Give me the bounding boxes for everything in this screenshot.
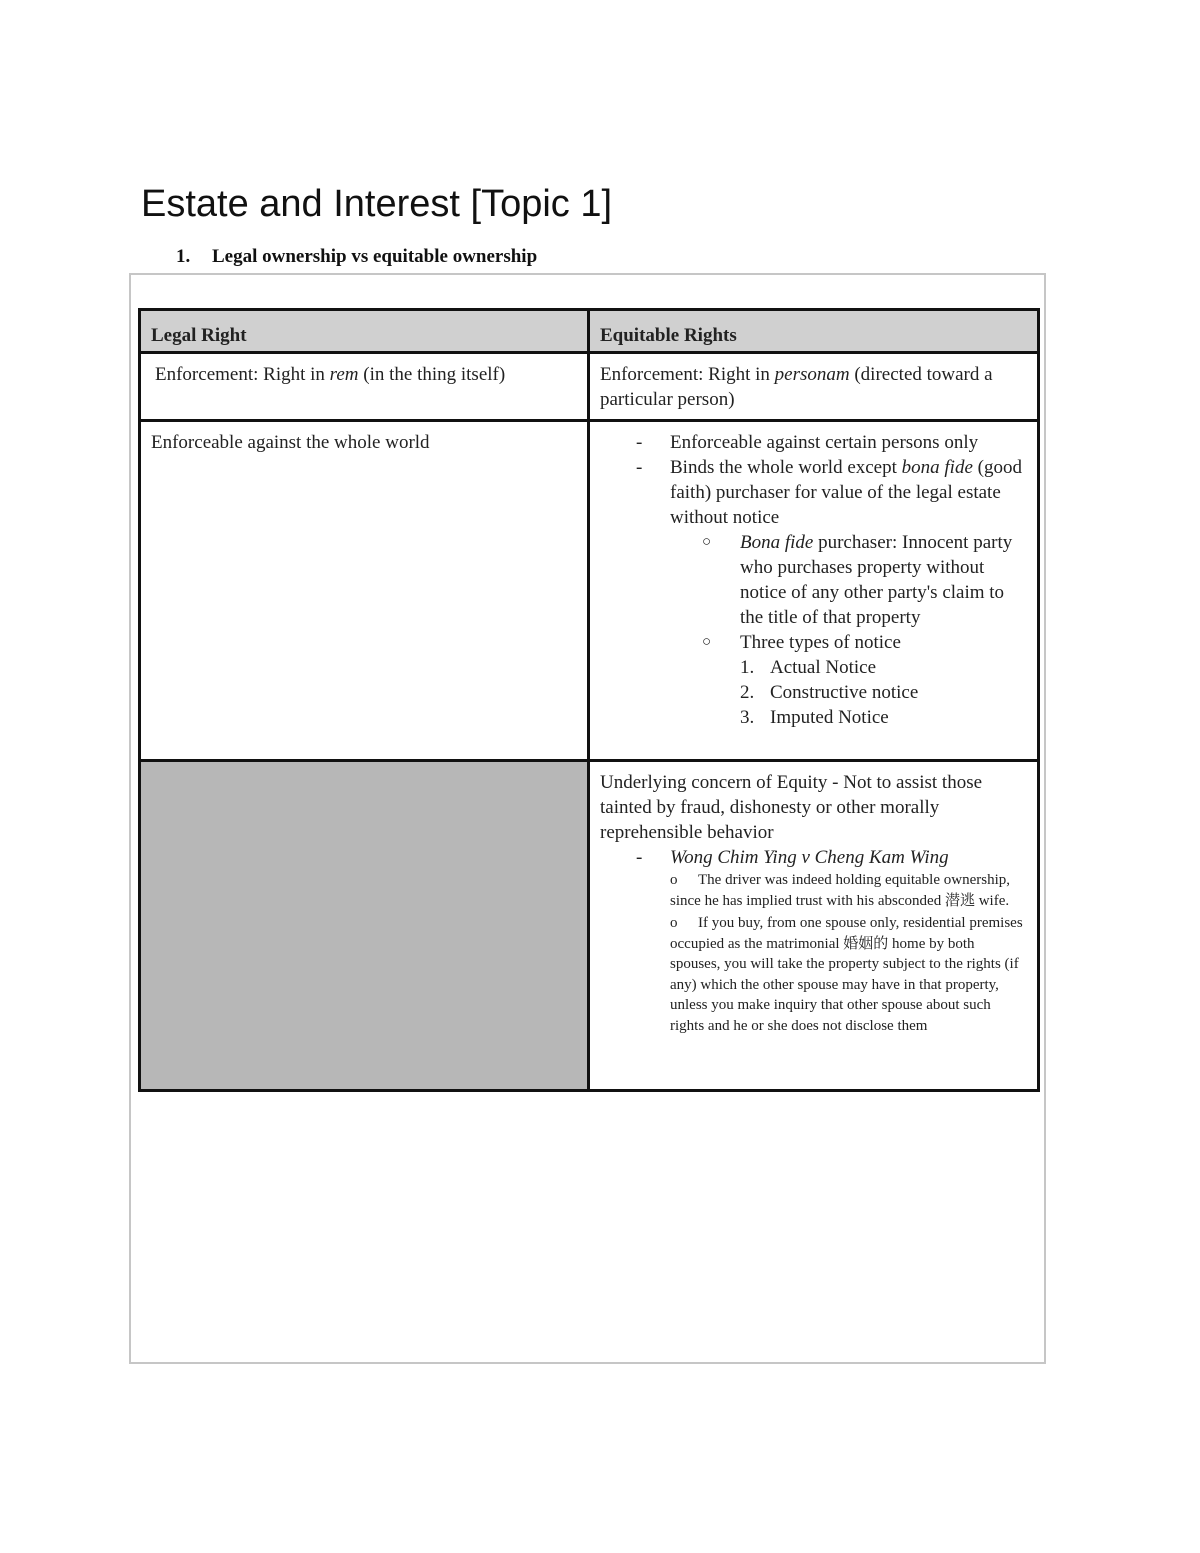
legal-enforceability-cell: Enforceable against the whole world <box>140 421 589 761</box>
notice-types-list <box>740 655 1027 730</box>
legal-term-personam: personam <box>774 364 850 385</box>
table-row <box>140 761 1039 1091</box>
empty-shaded-cell <box>140 761 589 1091</box>
list-item: - Wong Chim Ying v Cheng Kam Wing o The driver was indeed holding equitable ownership, since he has implied trust with his absconded 潜逃 wife. o If you buy, from one spouse only, residential premises occupied as the matrimonial 婚姻的 home by both spouses, you will take the property subject to the rights (if any) which the other spouse may have in that property, unless you make inquiry that other spouse about such rights and he or she does not disclose them <box>600 845 1027 1036</box>
equity-concern-text: Underlying concern of Equity - Not to assist those tainted by fraud, dishonesty or other morally reprehensible behavior <box>600 772 983 843</box>
sub-bullet-list <box>670 530 1027 730</box>
legal-term-rem: rem <box>329 364 359 385</box>
table-header-row <box>140 310 1039 353</box>
list-item: 3. Imputed Notice <box>740 707 889 728</box>
list-item: 1. Actual Notice <box>740 657 877 678</box>
list-item: ○ Three types of notice 1. Actual Notice 2. Constructive notice 3. Imputed Notice <box>670 630 1027 730</box>
page-title: Estate and Interest [Topic 1] <box>141 183 613 225</box>
header-legal-right: Legal Right <box>140 310 589 353</box>
equity-concern-cell <box>589 761 1039 1091</box>
case-name: Wong Chim Ying v Cheng Kam Wing <box>670 847 949 868</box>
list-item: - Binds the whole world except bona fide (good faith) purchaser for value of the legal estate without notice ○ Bona fide purchaser: Innocent party who purchases property without notice of any other party's claim to the title of that property ○ Three types of notice 1. Actual Notice 2. Constructive notice 3. Imputed Notice <box>600 455 1027 730</box>
equitable-enforcement-cell: Enforcement: Right in personam (directed toward a particular person) <box>589 353 1039 421</box>
comparison-table <box>138 308 1040 1092</box>
list-item: - Enforceable against certain persons only <box>636 432 979 453</box>
case-notes-list <box>670 870 1027 1036</box>
table-row <box>140 353 1039 421</box>
equitable-bullet-list <box>600 430 1027 730</box>
case-list <box>600 845 1027 1036</box>
section-heading <box>176 244 537 270</box>
list-item: o If you buy, from one spouse only, residential premises occupied as the matrimonial 婚姻的 home by both spouses, you will take the property subject to the rights (if any) which the other spouse may have in that property, unless you make inquiry that other spouse about such rights and he or she does not disclose them <box>670 915 1023 1034</box>
equitable-enforceability-cell <box>589 421 1039 761</box>
list-item: ○ Bona fide purchaser: Innocent party who purchases property without notice of any other party's claim to the title of that property <box>702 532 1013 628</box>
list-item: 2. Constructive notice <box>740 682 919 703</box>
header-equitable-rights: Equitable Rights <box>589 310 1039 353</box>
section-number: 1. <box>176 246 191 267</box>
section-heading-text: Legal ownership vs equitable ownership <box>212 246 538 267</box>
table-row <box>140 421 1039 761</box>
list-item: o The driver was indeed holding equitable ownership, since he has implied trust with his absconded 潜逃 wife. <box>670 872 1010 909</box>
legal-enforcement-cell: Enforcement: Right in rem (in the thing itself) <box>140 353 589 421</box>
